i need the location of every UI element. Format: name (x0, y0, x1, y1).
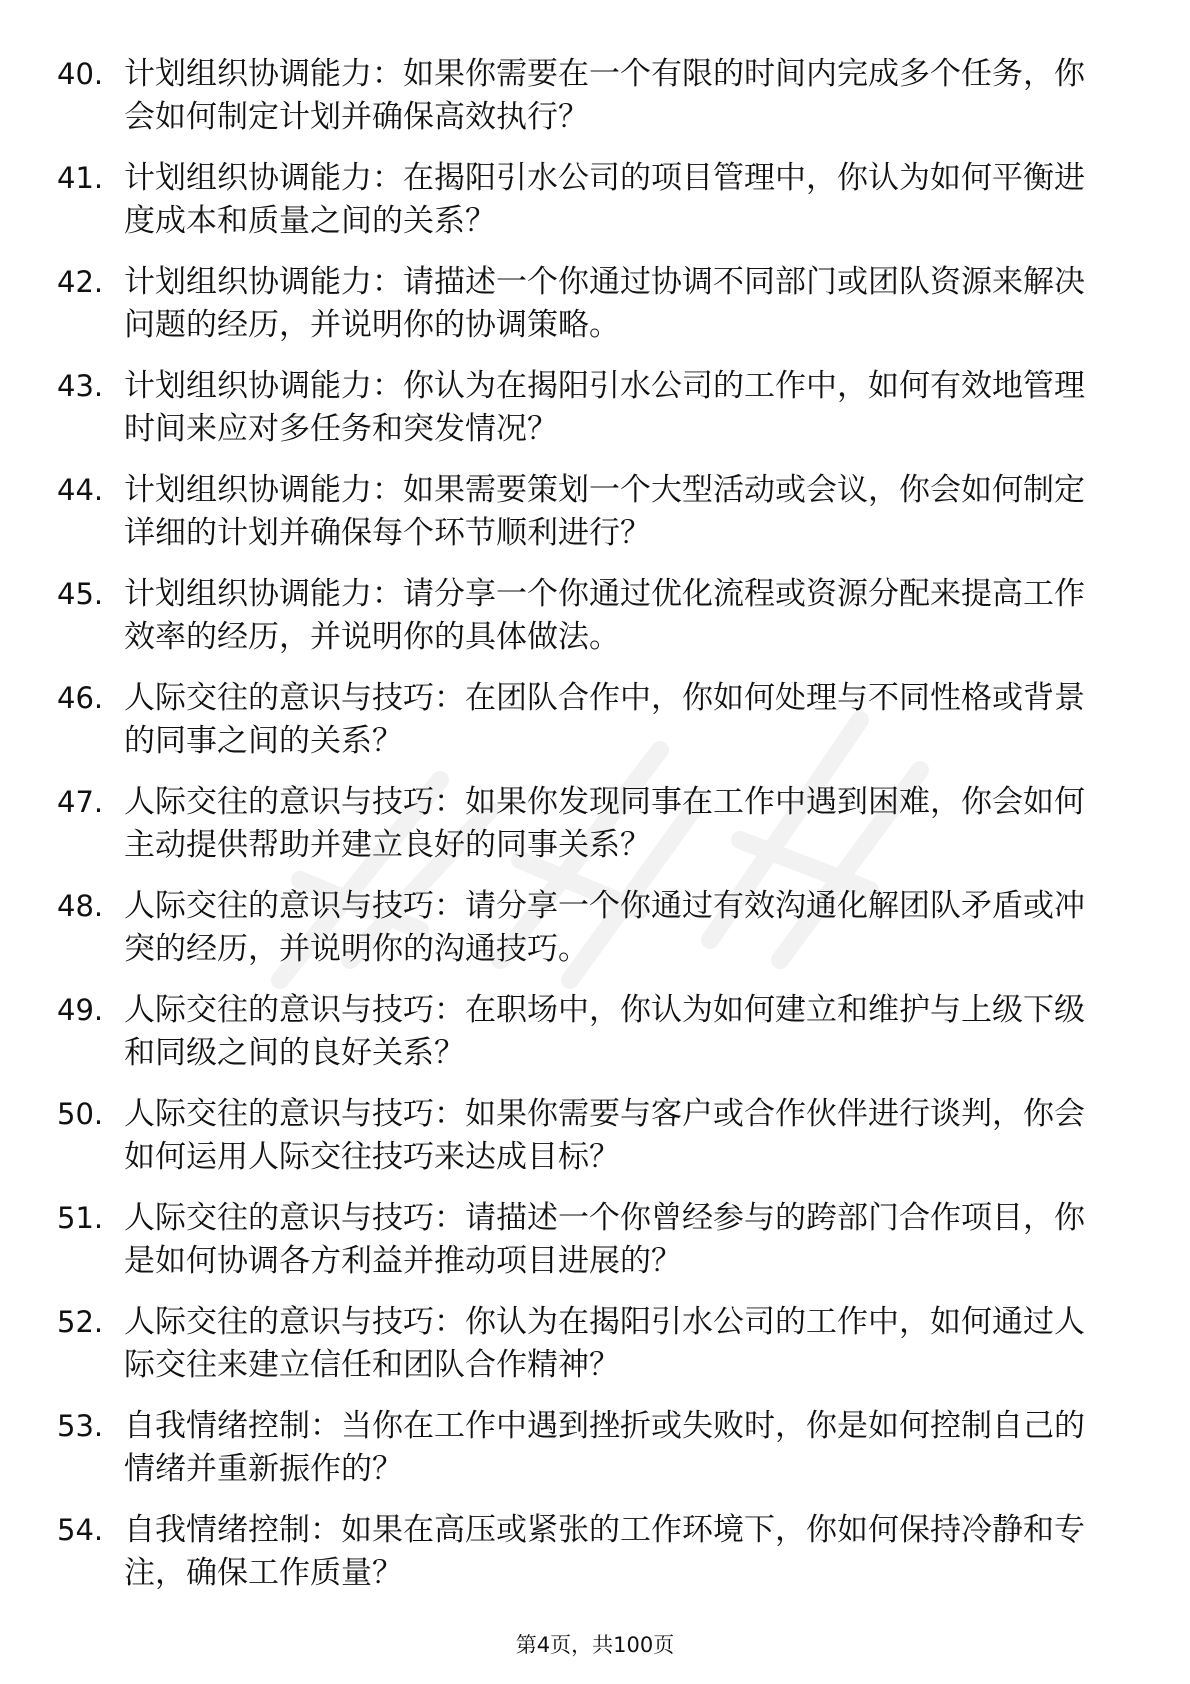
question-item (0, 258, 1190, 362)
question-item (0, 986, 1190, 1090)
question-item (0, 154, 1190, 258)
question-number: 43. (57, 369, 104, 403)
question-item (0, 1194, 1190, 1298)
question-number: 47. (57, 785, 104, 819)
question-number: 40. (57, 57, 104, 91)
question-number: 46. (57, 681, 104, 715)
question-item (0, 1090, 1190, 1194)
question-number: 45. (57, 577, 104, 611)
question-item (0, 1506, 1190, 1610)
question-number: 54. (57, 1513, 104, 1547)
question-item (0, 778, 1190, 882)
question-text: 人际交往的意识与技巧：在团队合作中，你如何处理与不同性格或背景的同事之间的关系？ (124, 680, 1085, 759)
question-list (0, 50, 1190, 1610)
question-item (0, 362, 1190, 466)
question-item (0, 674, 1190, 778)
question-text: 自我情绪控制：当你在工作中遇到挫折或失败时，你是如何控制自己的情绪并重新振作的？ (124, 1408, 1085, 1487)
question-number: 41. (57, 161, 104, 195)
question-number: 51. (57, 1201, 104, 1235)
question-item (0, 570, 1190, 674)
question-number: 53. (57, 1409, 104, 1443)
question-text: 计划组织协调能力：在揭阳引水公司的项目管理中，你认为如何平衡进度成本和质量之间的关系？ (124, 160, 1085, 239)
question-number: 48. (57, 889, 104, 923)
page-footer (0, 1630, 1190, 1660)
question-number: 50. (57, 1097, 104, 1131)
question-text: 计划组织协调能力：请描述一个你通过协调不同部门或团队资源来解决问题的经历，并说明你的协调策略。 (124, 264, 1085, 343)
question-item (0, 882, 1190, 986)
question-item (0, 1298, 1190, 1402)
question-text: 计划组织协调能力：如果需要策划一个大型活动或会议，你会如何制定详细的计划并确保每个环节顺利进行？ (124, 472, 1085, 551)
question-text: 人际交往的意识与技巧：你认为在揭阳引水公司的工作中，如何通过人际交往来建立信任和团队合作精神？ (124, 1304, 1085, 1383)
question-text: 人际交往的意识与技巧：如果你发现同事在工作中遇到困难，你会如何主动提供帮助并建立良好的同事关系？ (124, 784, 1085, 863)
question-number: 52. (57, 1305, 104, 1339)
question-text: 人际交往的意识与技巧：在职场中，你认为如何建立和维护与上级下级和同级之间的良好关系？ (124, 992, 1085, 1071)
question-text: 人际交往的意识与技巧：如果你需要与客户或合作伙伴进行谈判，你会如何运用人际交往技巧来达成目标？ (124, 1096, 1085, 1175)
question-text: 计划组织协调能力：请分享一个你通过优化流程或资源分配来提高工作效率的经历，并说明你的具体做法。 (124, 576, 1085, 655)
question-number: 49. (57, 993, 104, 1027)
question-number: 42. (57, 265, 104, 299)
page-number-label: 第4页，共100页 (515, 1633, 675, 1657)
question-text: 人际交往的意识与技巧：请分享一个你通过有效沟通化解团队矛盾或冲突的经历，并说明你的沟通技巧。 (124, 888, 1085, 967)
question-text: 计划组织协调能力：你认为在揭阳引水公司的工作中，如何有效地管理时间来应对多任务和突发情况？ (124, 368, 1085, 447)
question-number: 44. (57, 473, 104, 507)
question-item (0, 1402, 1190, 1506)
question-text: 人际交往的意识与技巧：请描述一个你曾经参与的跨部门合作项目，你是如何协调各方利益并推动项目进展的？ (124, 1200, 1085, 1279)
question-text: 计划组织协调能力：如果你需要在一个有限的时间内完成多个任务，你会如何制定计划并确保高效执行？ (124, 56, 1085, 135)
question-item (0, 466, 1190, 570)
question-item (0, 50, 1190, 154)
question-text: 自我情绪控制：如果在高压或紧张的工作环境下，你如何保持冷静和专注，确保工作质量？ (124, 1512, 1085, 1591)
